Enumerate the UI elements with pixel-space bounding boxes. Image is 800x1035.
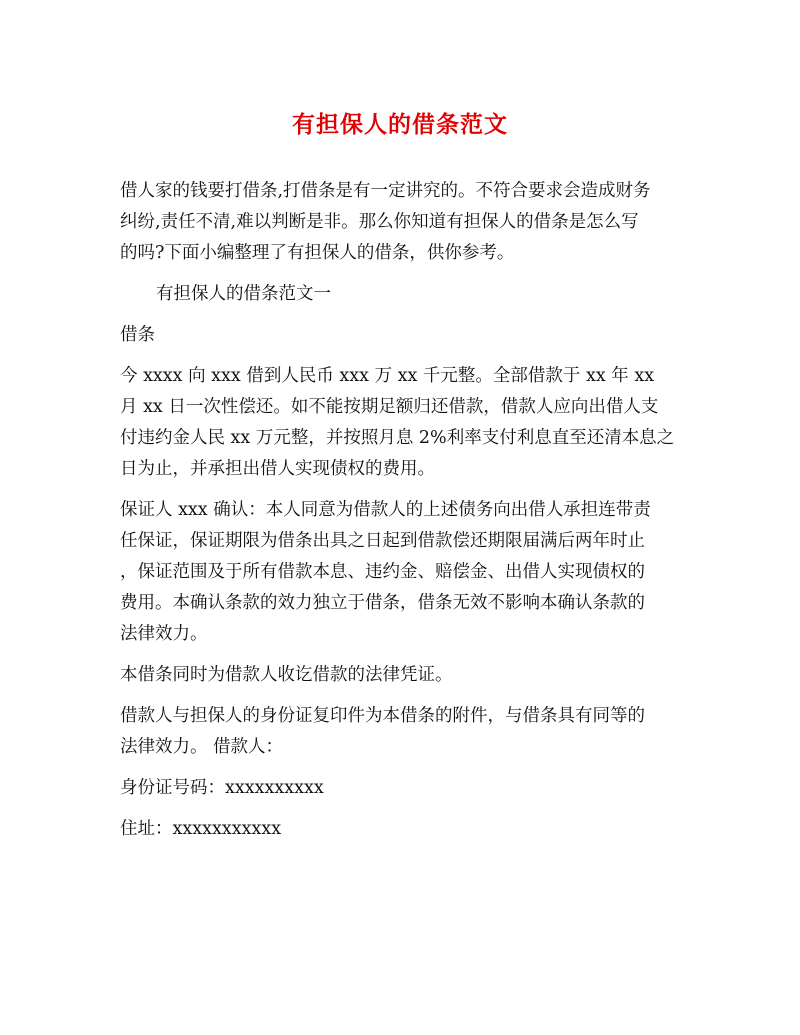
paragraph-subtitle xyxy=(120,279,690,310)
document-title: 有担保人的借条范文 xyxy=(292,111,508,138)
paragraph-line: 身份证号码：xxxxxxxxxx xyxy=(120,778,324,798)
paragraph-idnumber xyxy=(120,773,690,804)
paragraph-voucher xyxy=(120,660,690,691)
paragraph-line: 法律效力。 借款人： xyxy=(120,737,284,757)
paragraph-guarantee xyxy=(120,495,690,650)
paragraph-line: 有担保人的借条范文一 xyxy=(156,284,331,304)
paragraph-address xyxy=(120,814,690,845)
paragraph-heading xyxy=(120,320,690,351)
paragraph-line: 月 xx 日一次性偿还。如不能按期足额归还借款，借款人应向出借人支 xyxy=(120,397,659,417)
paragraph-line: 住址：xxxxxxxxxxx xyxy=(120,819,282,839)
paragraph-line: 法律效力。 xyxy=(120,624,208,644)
paragraph-line: 保证人 xxx 确认：本人同意为借款人的上述债务向出借人承担连带责 xyxy=(120,500,651,520)
paragraph-line: ，保证范围及于所有借款本息、违约金、赔偿金、出借人实现债权的 xyxy=(120,562,645,582)
paragraph-line: 费用。本确认条款的效力独立于借条，借条无效不影响本确认条款的 xyxy=(120,593,645,613)
paragraph-line: 任保证，保证期限为借条出具之日起到借款偿还期限届满后两年时止 xyxy=(120,531,645,551)
paragraph-line: 借款人与担保人的身份证复印件为本借条的附件，与借条具有同等的 xyxy=(120,706,645,726)
paragraph-loan xyxy=(120,361,690,485)
document-body xyxy=(120,176,690,855)
paragraph-line: 今 xxxx 向 xxx 借到人民币 xxx 万 xx 千元整。全部借款于 xx 年 xx xyxy=(120,366,655,386)
paragraph-line: 本借条同时为借款人收讫借款的法律凭证。 xyxy=(120,665,453,685)
paragraph-line: 付违约金人民 xx 万元整，并按照月息 2%利率支付利息直至还清本息之 xyxy=(120,428,675,448)
paragraph-attachment xyxy=(120,701,690,763)
paragraph-line: 日为止，并承担出借人实现债权的费用。 xyxy=(120,459,435,479)
paragraph-intro xyxy=(120,176,690,269)
paragraph-line: 的吗?下面小编整理了有担保人的借条，供你参考。 xyxy=(120,243,515,263)
paragraph-line: 纠纷,责任不清,难以判断是非。那么你知道有担保人的借条是怎么写 xyxy=(120,212,639,232)
paragraph-line: 借条 xyxy=(120,325,155,345)
paragraph-line: 借人家的钱要打借条,打借条是有一定讲究的。不符合要求会造成财务 xyxy=(120,181,651,201)
